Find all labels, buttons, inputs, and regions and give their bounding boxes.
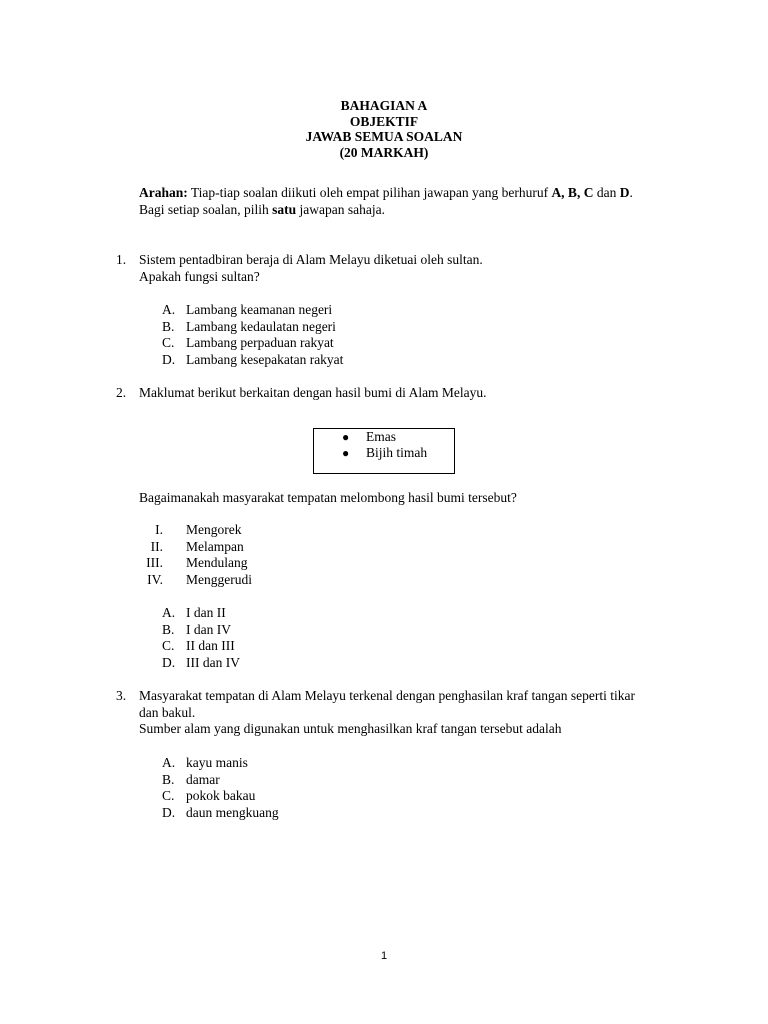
option-label: C. [162, 335, 175, 350]
option-label: D. [162, 804, 176, 820]
question-number: 3. [116, 688, 127, 703]
option-text: pokok bakau [186, 788, 256, 803]
option-text: Lambang kesepakatan rakyat [186, 351, 344, 367]
option-label: A. [162, 755, 176, 770]
option-label: B. [162, 771, 175, 787]
instructions-line2-a: Bagi setiap soalan, pilih [139, 201, 273, 217]
option-text: damar [186, 771, 220, 787]
statement-text: Mendulang [186, 555, 248, 570]
statement-label: IV. [147, 571, 163, 587]
option-label: D. [162, 654, 176, 670]
instructions-text-2: dan [593, 185, 620, 200]
instructions-text-3: . [629, 185, 633, 200]
bullet-icon: ● [342, 430, 350, 444]
bullet-icon: ● [342, 446, 350, 460]
question-text: Sistem pentadbiran beraja di Alam Melayu diketuai oleh sultan. [139, 252, 483, 267]
instructions-letters: A, B, C [551, 185, 594, 200]
question-prompt: Sumber alam yang digunakan untuk menghasilkan kraf tangan tersebut adalah [139, 721, 562, 736]
option-label: A. [162, 605, 176, 620]
option-text: Lambang keamanan negeri [186, 302, 333, 317]
statement-text: Mengorek [186, 522, 242, 537]
option-text: Lambang kedaulatan negeri [186, 318, 336, 334]
question-prompt: Apakah fungsi sultan? [139, 268, 260, 284]
question-text: Maklumat berikut berkaitan dengan hasil bumi di Alam Melayu. [139, 385, 487, 400]
statement-text: Menggerudi [186, 571, 252, 587]
question-text-cont: dan bakul. [139, 704, 196, 720]
info-box-text: Bijih timah [366, 445, 428, 460]
instructions-label: Arahan: [139, 185, 188, 200]
instructions-text-1: Tiap-tiap soalan diikuti oleh empat pilihan jawapan yang berhuruf [187, 185, 552, 200]
question-number: 2. [116, 385, 127, 400]
option-text: I dan II [186, 605, 226, 620]
option-label: A. [162, 302, 176, 317]
question-number: 1. [116, 252, 127, 267]
question-2-stem: Bagaimanakah masyarakat tempatan melombong hasil bumi tersebut? [139, 490, 517, 505]
option-text: daun mengkuang [186, 804, 279, 820]
statement-label: III. [146, 555, 163, 570]
instructions-block [139, 185, 679, 218]
section-header [0, 98, 768, 160]
page-number: 1 [380, 950, 388, 962]
option-label: D. [162, 351, 176, 367]
option-label: C. [162, 638, 175, 653]
option-label: B. [162, 318, 175, 334]
statement-label: I. [155, 522, 163, 537]
header-instruction: JAWAB SEMUA SOALAN [305, 129, 463, 144]
option-text: II dan III [186, 638, 235, 653]
option-text: I dan IV [186, 621, 231, 637]
info-box [313, 428, 455, 474]
header-section-title: BAHAGIAN A [340, 98, 428, 113]
question-text: Masyarakat tempatan di Alam Melayu terkenal dengan penghasilan kraf tangan seperti tikar [139, 688, 635, 703]
option-text: III dan IV [186, 654, 240, 670]
option-text: kayu manis [186, 755, 248, 770]
option-label: C. [162, 788, 175, 803]
instructions-line2-b: jawapan sahaja. [296, 201, 385, 217]
option-text: Lambang perpaduan rakyat [186, 335, 334, 350]
instructions-letter-d: D [619, 185, 630, 200]
option-label: B. [162, 621, 175, 637]
info-box-text: Emas [366, 429, 396, 444]
header-marks: (20 MARKAH) [339, 144, 429, 160]
statement-text: Melampan [186, 538, 244, 554]
header-type: OBJEKTIF [349, 113, 419, 129]
instructions-line2-bold: satu [272, 201, 297, 217]
statement-label: II. [150, 538, 163, 554]
